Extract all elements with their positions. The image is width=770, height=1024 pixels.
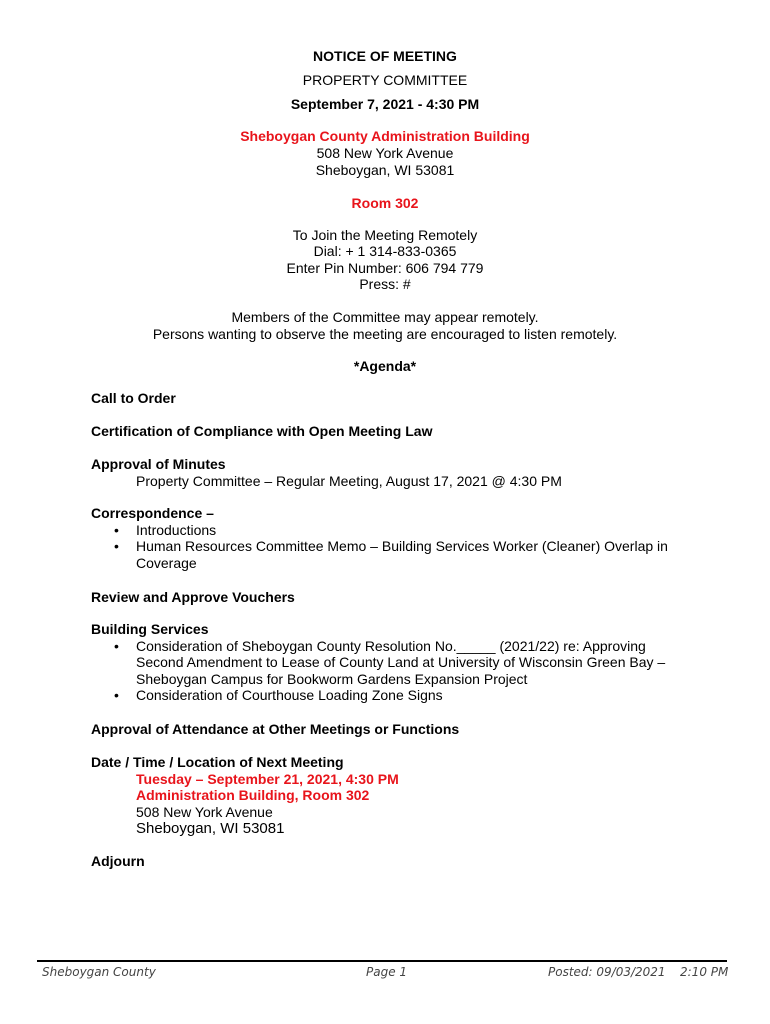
location-name: Sheboygan County Administration Building <box>240 128 530 144</box>
footer-posted-time: 2:10 PM <box>680 965 729 979</box>
building-services-list <box>91 638 691 704</box>
agenda-heading: *Agenda* <box>353 358 417 374</box>
agenda-adjourn: Adjourn <box>91 853 145 869</box>
agenda-correspondence <box>91 505 691 571</box>
footer-county: Sheboygan County <box>42 965 156 979</box>
agenda-building-services <box>91 621 691 704</box>
building-services-heading: Building Services <box>91 621 209 637</box>
footer-posted-date: Posted: 09/03/2021 <box>548 965 666 979</box>
agenda-certification: Certification of Compliance with Open Meeting Law <box>91 423 433 439</box>
notice-title: NOTICE OF MEETING <box>313 48 457 64</box>
remote-press: Press: # <box>359 276 411 292</box>
agenda-next-meeting <box>91 754 691 837</box>
agenda-call-to-order: Call to Order <box>91 390 176 406</box>
list-item: • Human Resources Committee Memo – Building Services Worker (Cleaner) Overlap in Coverage <box>91 538 676 571</box>
committee-name: PROPERTY COMMITTEE <box>302 72 468 88</box>
list-item: • Introductions <box>91 522 691 539</box>
footer-page-number: Page 1 <box>366 965 408 979</box>
next-meeting-place: Administration Building, Room 302 <box>136 787 370 803</box>
meeting-datetime: September 7, 2021 - 4:30 PM <box>290 96 480 112</box>
next-meeting-address-line1: 508 New York Avenue <box>136 803 273 820</box>
remote-heading: To Join the Meeting Remotely <box>292 227 478 243</box>
agenda-vouchers: Review and Approve Vouchers <box>91 589 295 605</box>
next-meeting-date: Tuesday – September 21, 2021, 4:30 PM <box>136 770 399 787</box>
correspondence-list <box>91 522 691 572</box>
footer-divider <box>37 960 727 962</box>
next-meeting-heading: Date / Time / Location of Next Meeting <box>91 754 344 770</box>
remote-note-2: Persons wanting to observe the meeting are encouraged to listen remotely. <box>152 326 618 342</box>
list-item: • Consideration of Sheboygan County Resolution No._____ (2021/22) re: Approving Second Amendment to Lease of County Land at University of Wisconsin Green Bay – Sheboygan Campus for Bookworm Gardens Expansion Project <box>91 638 666 688</box>
minutes-item: Property Committee – Regular Meeting, August 17, 2021 @ 4:30 PM <box>136 472 562 489</box>
correspondence-heading: Correspondence – <box>91 505 214 521</box>
remote-dial: Dial: + 1 314-833-0365 <box>313 243 457 259</box>
approval-minutes-heading: Approval of Minutes <box>91 456 226 472</box>
agenda-attendance: Approval of Attendance at Other Meetings or Functions <box>91 721 460 737</box>
remote-note-1: Members of the Committee may appear remotely. <box>231 309 539 325</box>
remote-pin: Enter Pin Number: 606 794 779 <box>286 260 484 276</box>
location-address-line1: 508 New York Avenue <box>316 145 454 161</box>
list-item: • Consideration of Courthouse Loading Zone Signs <box>91 687 691 704</box>
room-number: Room 302 <box>351 195 419 211</box>
next-meeting-address-line2: Sheboygan, WI 53081 <box>136 820 285 837</box>
agenda-approval-minutes <box>91 456 691 489</box>
location-address-line2: Sheboygan, WI 53081 <box>315 162 455 178</box>
